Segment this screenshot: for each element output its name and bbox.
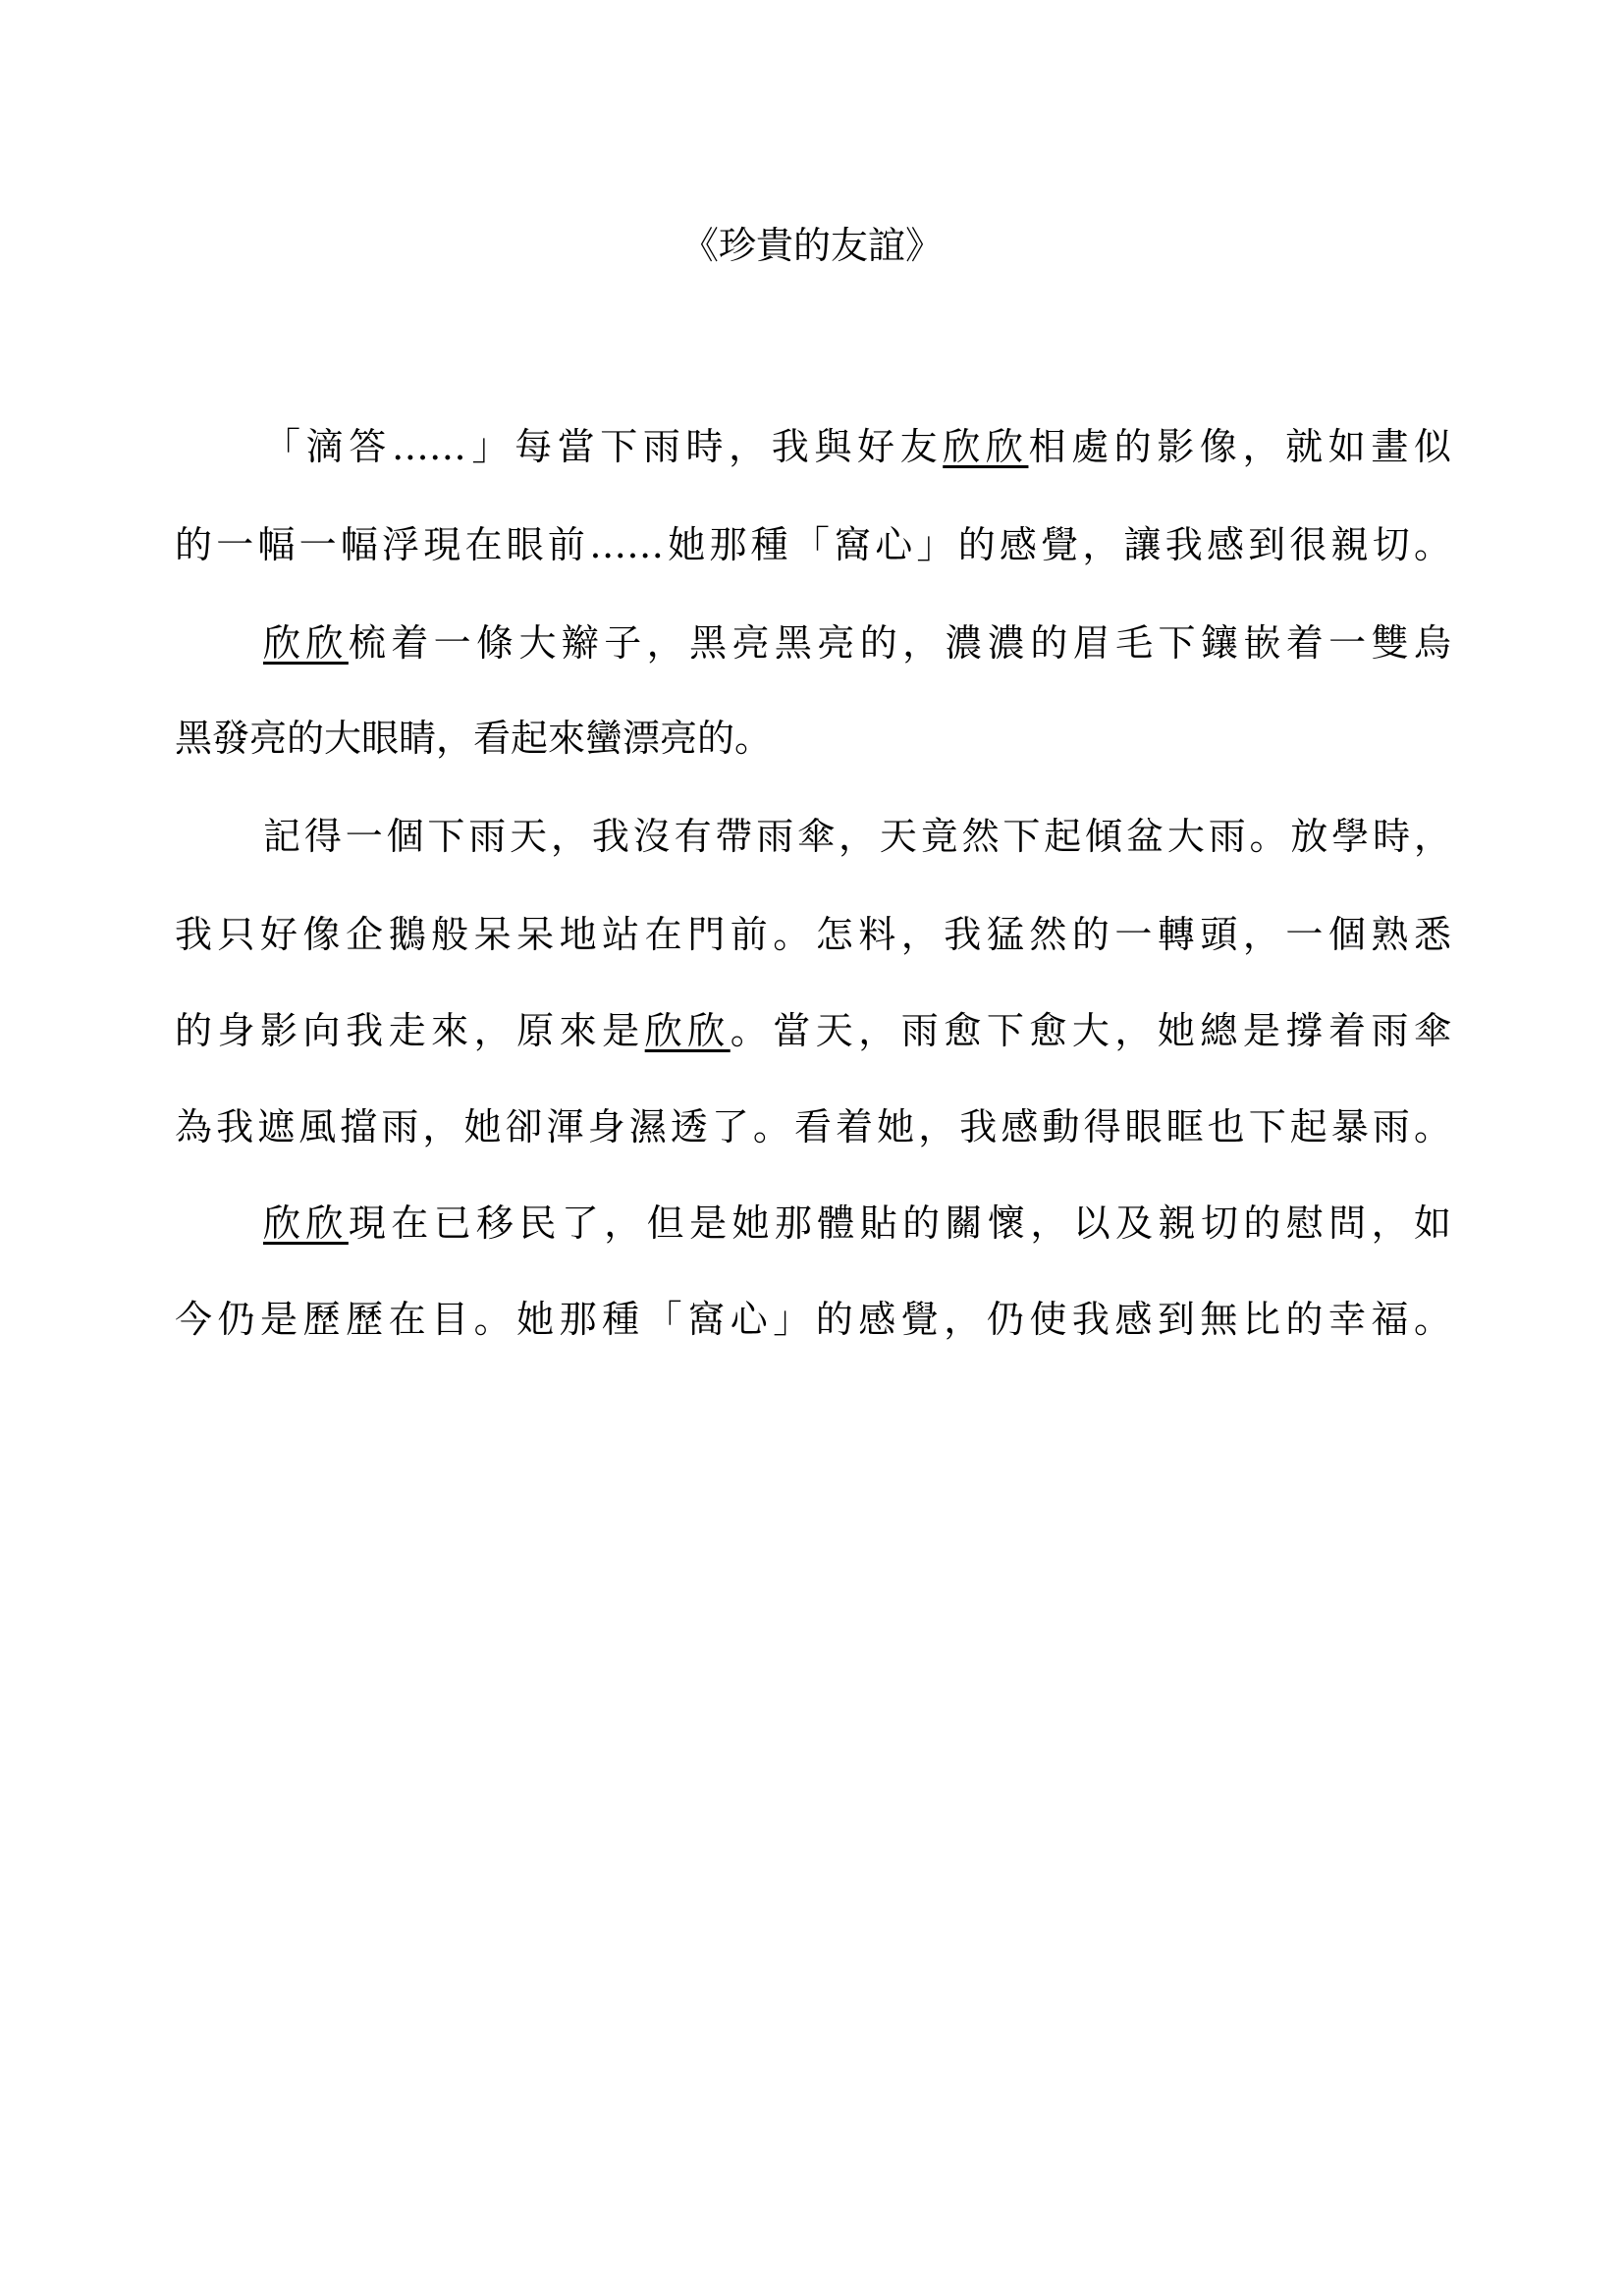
name-underlined: 欣欣 [644, 1009, 731, 1052]
paragraph-4-line-2 [175, 1290, 1451, 1349]
paragraph-3-line-1 [263, 807, 1451, 866]
name-underlined: 欣欣 [263, 1201, 349, 1245]
text-segment: 相處的影像，就如畫似 [1028, 425, 1451, 468]
text-segment: 我只好像企鵝般呆呆地站在門前。怎料，我猛然的一轉頭，一個熟悉 [175, 913, 1451, 956]
text-segment: 為我遮風擋雨，她卻渾身濕透了。看着她，我感動得眼眶也下起暴雨。 [175, 1105, 1451, 1148]
text-segment: 梳着一條大辮子，黑亮黑亮的，濃濃的眉毛下鑲嵌着一雙烏 [348, 621, 1451, 665]
paragraph-1-line-1 [263, 417, 1451, 476]
paragraph-4-line-1 [263, 1194, 1451, 1253]
paragraph-3-line-2 [175, 905, 1451, 964]
text-segment: 的一幅一幅浮現在眼前……她那種「窩心」的感覺，讓我感到很親切。 [175, 523, 1451, 566]
text-segment: 。當天，雨愈下愈大，她總是撐着雨傘 [730, 1009, 1451, 1052]
text-segment: 今仍是歷歷在目。她那種「窩心」的感覺，仍使我感到無比的幸福。 [175, 1298, 1451, 1341]
paragraph-3-line-4 [175, 1097, 1451, 1156]
text-segment: 的身影向我走來，原來是 [175, 1009, 645, 1052]
name-underlined: 欣欣 [263, 621, 349, 665]
paragraph-2-line-2 [175, 709, 1451, 768]
text-segment: 黑發亮的大眼睛，看起來蠻漂亮的。 [175, 717, 773, 760]
text-segment: 「滴答……」每當下雨時，我與好友 [263, 425, 944, 468]
text-segment: 記得一個下雨天，我沒有帶雨傘，天竟然下起傾盆大雨。放學時， [263, 815, 1451, 858]
text-segment: 現在已移民了，但是她那體貼的關懷，以及親切的慰問，如 [348, 1201, 1451, 1245]
essay-title: 《珍貴的友誼》 [680, 224, 943, 267]
name-underlined: 欣欣 [943, 425, 1029, 468]
paragraph-1-line-2 [175, 515, 1451, 574]
paragraph-2-line-1 [263, 614, 1451, 672]
paragraph-3-line-3 [175, 1001, 1451, 1060]
